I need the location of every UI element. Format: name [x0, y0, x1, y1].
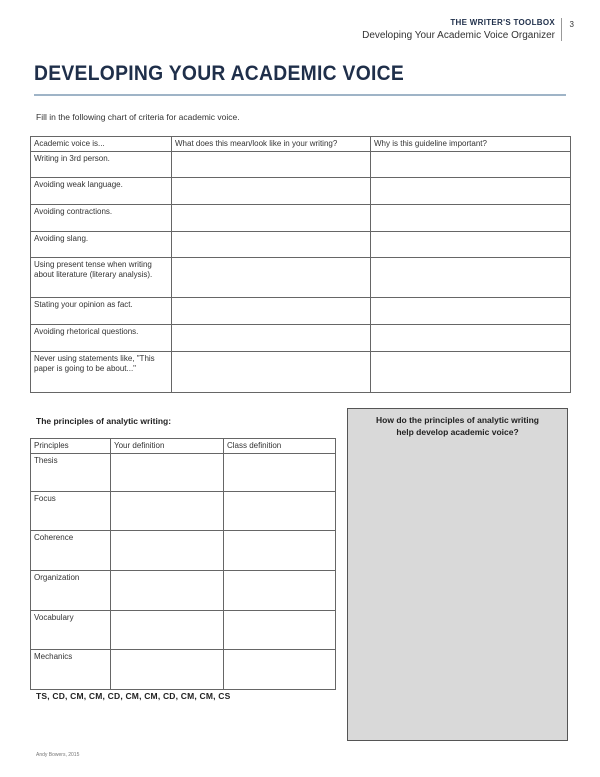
table-row	[31, 650, 336, 690]
column-header: Academic voice is...	[31, 137, 172, 152]
criterion-cell: Stating your opinion as fact.	[31, 298, 172, 325]
table-row	[31, 571, 336, 611]
principles-table	[30, 438, 336, 690]
definition-cell[interactable]	[111, 454, 224, 492]
answer-cell[interactable]	[172, 325, 371, 352]
criterion-cell: Writing in 3rd person.	[31, 152, 172, 178]
definition-cell[interactable]	[224, 571, 336, 611]
principle-codes: TS, CD, CM, CM, CD, CM, CM, CD, CM, CM, CS	[36, 691, 231, 701]
definition-cell[interactable]	[224, 531, 336, 571]
definition-cell[interactable]	[224, 611, 336, 650]
answer-cell[interactable]	[172, 298, 371, 325]
series-title: THE WRITER'S TOOLBOX	[450, 18, 555, 27]
answer-cell[interactable]	[172, 258, 371, 298]
table-row	[31, 492, 336, 531]
table-row	[31, 152, 571, 178]
principles-heading: The principles of analytic writing:	[36, 416, 172, 426]
document-subtitle: Developing Your Academic Voice Organizer	[362, 30, 555, 41]
table-header-row	[31, 137, 571, 152]
question-text: How do the principles of analytic writing help develop academic voice?	[376, 415, 539, 437]
principle-cell: Focus	[31, 492, 111, 531]
definition-cell[interactable]	[111, 531, 224, 571]
table-row	[31, 352, 571, 393]
table-row	[31, 205, 571, 232]
answer-cell[interactable]	[371, 298, 571, 325]
answer-cell[interactable]	[371, 178, 571, 205]
criterion-cell: Avoiding contractions.	[31, 205, 172, 232]
table-row	[31, 178, 571, 205]
page-number: 3	[569, 20, 574, 29]
table-row	[31, 258, 571, 298]
definition-cell[interactable]	[111, 492, 224, 531]
column-header: Principles	[31, 439, 111, 454]
definition-cell[interactable]	[111, 611, 224, 650]
column-header: What does this mean/look like in your writing?	[172, 137, 371, 152]
academic-voice-table	[30, 136, 571, 393]
definition-cell[interactable]	[111, 571, 224, 611]
criterion-cell: Avoiding rhetorical questions.	[31, 325, 172, 352]
instructions-text: Fill in the following chart of criteria for academic voice.	[36, 112, 240, 122]
question-box[interactable]	[347, 408, 568, 741]
criterion-cell: Using present tense when writing about literature (literary analysis).	[31, 258, 172, 298]
answer-cell[interactable]	[371, 352, 571, 393]
column-header: Your definition	[111, 439, 224, 454]
answer-cell[interactable]	[172, 152, 371, 178]
answer-cell[interactable]	[172, 232, 371, 258]
definition-cell[interactable]	[224, 650, 336, 690]
answer-cell[interactable]	[371, 232, 571, 258]
header-block	[362, 18, 562, 41]
table-row	[31, 298, 571, 325]
table-row	[31, 611, 336, 650]
definition-cell[interactable]	[224, 492, 336, 531]
definition-cell[interactable]	[111, 650, 224, 690]
principle-cell: Vocabulary	[31, 611, 111, 650]
answer-cell[interactable]	[172, 352, 371, 393]
table-row	[31, 232, 571, 258]
answer-cell[interactable]	[371, 258, 571, 298]
answer-cell[interactable]	[371, 152, 571, 178]
principle-cell: Organization	[31, 571, 111, 611]
table-header-row	[31, 439, 336, 454]
table-row	[31, 325, 571, 352]
answer-cell[interactable]	[371, 325, 571, 352]
answer-cell[interactable]	[371, 205, 571, 232]
column-header: Class definition	[224, 439, 336, 454]
table-row	[31, 531, 336, 571]
title-divider	[34, 94, 566, 96]
page-title: DEVELOPING YOUR ACADEMIC VOICE	[34, 62, 405, 85]
answer-cell[interactable]	[172, 205, 371, 232]
criterion-cell: Avoiding slang.	[31, 232, 172, 258]
principle-cell: Coherence	[31, 531, 111, 571]
column-header: Why is this guideline important?	[371, 137, 571, 152]
principle-cell: Mechanics	[31, 650, 111, 690]
footer-credit: Andy Bowers, 2015	[36, 752, 80, 758]
criterion-cell: Never using statements like, "This paper is going to be about..."	[31, 352, 172, 393]
answer-cell[interactable]	[172, 178, 371, 205]
principle-cell: Thesis	[31, 454, 111, 492]
definition-cell[interactable]	[224, 454, 336, 492]
table-row	[31, 454, 336, 492]
criterion-cell: Avoiding weak language.	[31, 178, 172, 205]
